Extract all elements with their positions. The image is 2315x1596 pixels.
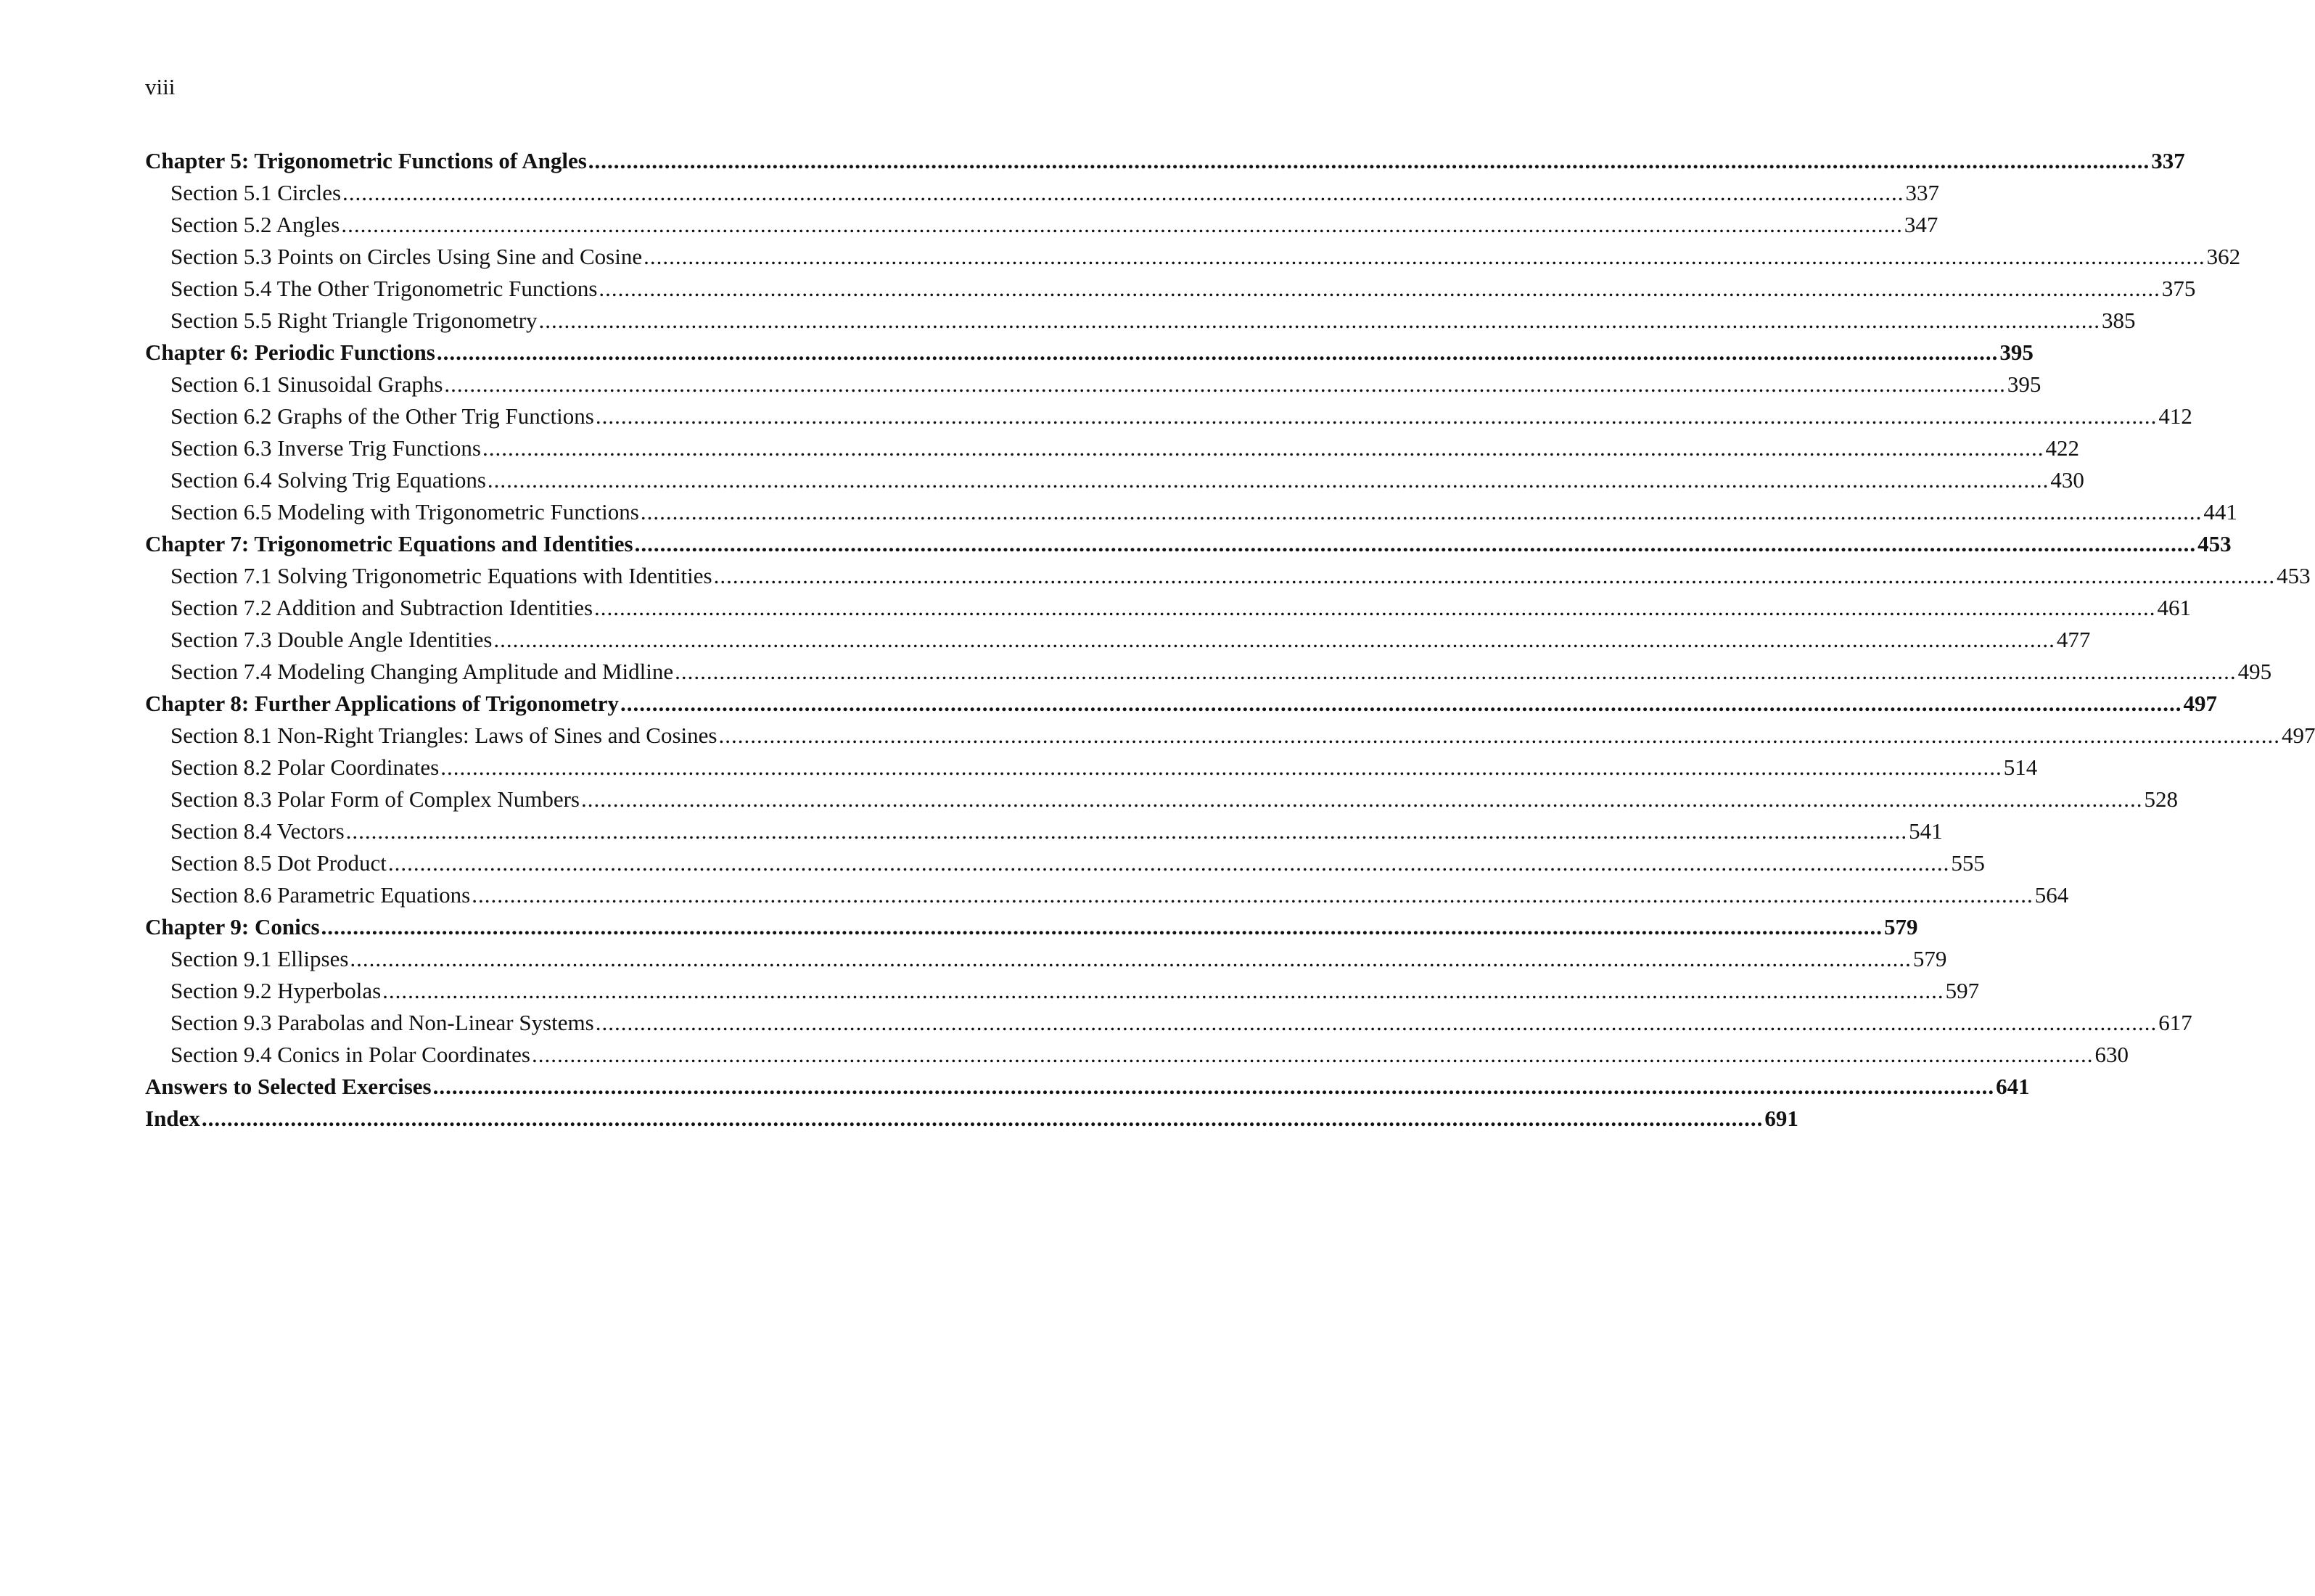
toc-entry-page: 528 xyxy=(2144,786,2178,812)
toc-entry-section-5-2[interactable] xyxy=(145,209,1938,241)
toc-entry-page: 541 xyxy=(1909,818,1943,844)
toc-entry-section-5-1[interactable] xyxy=(145,177,1940,209)
toc-dot-leader: ...................................................................................................................................................................................................................................................... xyxy=(643,244,2205,269)
toc-entry-title: Chapter 6: Periodic Functions xyxy=(145,340,435,365)
toc-entry-page: 597 xyxy=(1945,978,1980,1003)
toc-dot-leader: ...................................................................................................................................................................................................................................................... xyxy=(201,1106,1764,1131)
toc-entry-section-5-3[interactable] xyxy=(145,241,2241,273)
toc-entry-title: Section 5.3 Points on Circles Using Sine and Cosine xyxy=(170,244,643,269)
toc-entry-title: Section 7.2 Addition and Subtraction Identities xyxy=(170,595,593,620)
toc-entry-section-6-1[interactable] xyxy=(145,369,2041,400)
toc-dot-leader: ...................................................................................................................................................................................................................................................... xyxy=(342,180,1904,205)
toc-entry-title: Chapter 8: Further Applications of Trigonometry xyxy=(145,691,619,716)
toc-dot-leader: ...................................................................................................................................................................................................................................................... xyxy=(444,371,2006,397)
toc-entry-title: Section 5.1 Circles xyxy=(170,180,342,205)
toc-entry-title: Section 7.3 Double Angle Identities xyxy=(170,627,493,652)
toc-entry-title: Chapter 5: Trigonometric Functions of Angles xyxy=(145,148,587,173)
toc-dot-leader: ...................................................................................................................................................................................................................................................... xyxy=(382,978,1944,1003)
toc-entry-page: 514 xyxy=(2003,754,2038,780)
toc-entry-page: 555 xyxy=(1951,850,1985,876)
toc-entry-title: Index xyxy=(145,1106,200,1131)
toc-entry-section-6-4[interactable] xyxy=(145,464,2084,496)
toc-entry-title: Section 6.2 Graphs of the Other Trig Functions xyxy=(170,403,594,429)
toc-dot-leader: ...................................................................................................................................................................................................................................................... xyxy=(321,914,1883,939)
toc-entry-section-5-5[interactable] xyxy=(145,305,2136,337)
toc-entry-section-9-3[interactable] xyxy=(145,1007,2192,1039)
toc-dot-leader: ...................................................................................................................................................................................................................................................... xyxy=(718,723,2280,748)
toc-entry-title: Answers to Selected Exercises xyxy=(145,1074,432,1099)
toc-entry-answers[interactable] xyxy=(145,1071,2030,1103)
toc-entry-section-9-2[interactable] xyxy=(145,975,1980,1007)
page-number: viii xyxy=(145,74,176,99)
toc-entry-title: Section 8.6 Parametric Equations xyxy=(170,882,471,908)
toc-entry-chapter-8[interactable] xyxy=(145,688,2217,720)
toc-entry-title: Section 5.4 The Other Trigonometric Functions xyxy=(170,276,598,301)
toc-dot-leader: ...................................................................................................................................................................................................................................................... xyxy=(472,882,2034,908)
toc-entry-page: 617 xyxy=(2158,1010,2192,1035)
toc-entry-title: Section 7.1 Solving Trigonometric Equations with Identities xyxy=(170,563,712,588)
toc-entry-section-8-4[interactable] xyxy=(145,815,1943,847)
toc-entry-page: 477 xyxy=(2056,627,2091,652)
toc-entry-page: 395 xyxy=(1999,340,2034,365)
toc-dot-leader: ...................................................................................................................................................................................................................................................... xyxy=(436,340,1999,365)
toc-entry-section-6-5[interactable] xyxy=(145,496,2237,528)
table-of-contents xyxy=(145,145,2315,1135)
toc-entry-section-5-4[interactable] xyxy=(145,273,2196,305)
toc-entry-title: Section 8.1 Non-Right Triangles: Laws of Sines and Cosines xyxy=(170,723,717,748)
toc-entry-page: 430 xyxy=(2050,467,2084,493)
toc-entry-chapter-7[interactable] xyxy=(145,528,2232,560)
toc-entry-page: 412 xyxy=(2158,403,2192,429)
toc-entry-section-9-1[interactable] xyxy=(145,943,1947,975)
toc-dot-leader: ...................................................................................................................................................................................................................................................... xyxy=(595,403,2158,429)
toc-entry-page: 497 xyxy=(2281,723,2315,748)
toc-entry-title: Section 5.5 Right Triangle Trigonometry xyxy=(170,308,538,333)
toc-entry-page: 564 xyxy=(2034,882,2069,908)
toc-entry-page: 422 xyxy=(2045,435,2079,461)
toc-entry-title: Chapter 7: Trigonometric Equations and Identities xyxy=(145,531,633,556)
toc-entry-title: Section 9.1 Ellipses xyxy=(170,946,349,971)
toc-entry-page: 441 xyxy=(2203,499,2237,525)
toc-entry-title: Section 6.3 Inverse Trig Functions xyxy=(170,435,481,461)
toc-entry-section-8-3[interactable] xyxy=(145,783,2178,815)
toc-dot-leader: ...................................................................................................................................................................................................................................................... xyxy=(580,786,2143,812)
toc-entry-page: 641 xyxy=(1996,1074,2030,1099)
toc-entry-page: 579 xyxy=(1884,914,1918,939)
toc-dot-leader: ...................................................................................................................................................................................................................................................... xyxy=(493,627,2055,652)
toc-entry-section-6-3[interactable] xyxy=(145,432,2079,464)
toc-dot-leader: ...................................................................................................................................................................................................................................................... xyxy=(675,659,2237,684)
toc-dot-leader: ...................................................................................................................................................................................................................................................... xyxy=(345,818,1908,844)
toc-dot-leader: ...................................................................................................................................................................................................................................................... xyxy=(595,1010,2158,1035)
toc-entry-title: Section 6.1 Sinusoidal Graphs xyxy=(170,371,443,397)
toc-entry-section-7-2[interactable] xyxy=(145,592,2192,624)
toc-entry-page: 630 xyxy=(2094,1042,2129,1067)
toc-entry-section-8-2[interactable] xyxy=(145,752,2038,783)
toc-dot-leader: ...................................................................................................................................................................................................................................................... xyxy=(350,946,1912,971)
toc-entry-section-8-5[interactable] xyxy=(145,847,1985,879)
toc-entry-page: 453 xyxy=(2197,531,2232,556)
toc-dot-leader: ...................................................................................................................................................................................................................................................... xyxy=(387,850,1950,876)
toc-entry-page: 691 xyxy=(1764,1106,1798,1131)
toc-entry-chapter-9[interactable] xyxy=(145,911,1918,943)
toc-entry-page: 347 xyxy=(1904,212,1938,237)
toc-dot-leader: ...................................................................................................................................................................................................................................................... xyxy=(594,595,2156,620)
toc-dot-leader: ...................................................................................................................................................................................................................................................... xyxy=(482,435,2044,461)
toc-entry-page: 362 xyxy=(2206,244,2241,269)
toc-dot-leader: ...................................................................................................................................................................................................................................................... xyxy=(640,499,2203,525)
toc-dot-leader: ...................................................................................................................................................................................................................................................... xyxy=(440,754,2002,780)
toc-dot-leader: ...................................................................................................................................................................................................................................................... xyxy=(531,1042,2094,1067)
toc-entry-title: Section 8.5 Dot Product xyxy=(170,850,387,876)
toc-entry-page: 579 xyxy=(1912,946,1947,971)
toc-entry-title: Section 9.2 Hyperbolas xyxy=(170,978,382,1003)
toc-entry-chapter-5[interactable] xyxy=(145,145,2185,177)
toc-entry-index[interactable] xyxy=(145,1103,1798,1135)
toc-entry-page: 461 xyxy=(2157,595,2192,620)
toc-entry-title: Section 6.4 Solving Trig Equations xyxy=(170,467,486,493)
toc-entry-title: Section 8.4 Vectors xyxy=(170,818,345,844)
toc-entry-section-9-4[interactable] xyxy=(145,1039,2129,1071)
toc-entry-title: Section 7.4 Modeling Changing Amplitude and Midline xyxy=(170,659,674,684)
toc-entry-page: 395 xyxy=(2007,371,2041,397)
toc-dot-leader: ...................................................................................................................................................................................................................................................... xyxy=(634,531,2197,556)
toc-entry-page: 337 xyxy=(2151,148,2185,173)
toc-entry-title: Section 6.5 Modeling with Trigonometric Functions xyxy=(170,499,639,525)
toc-entry-page: 495 xyxy=(2237,659,2272,684)
toc-entry-section-7-1[interactable] xyxy=(145,560,2311,592)
toc-entry-title: Section 9.4 Conics in Polar Coordinates xyxy=(170,1042,530,1067)
toc-entry-section-8-1[interactable] xyxy=(145,720,2315,752)
toc-entry-chapter-6[interactable] xyxy=(145,337,2034,369)
toc-entry-page: 337 xyxy=(1905,180,1940,205)
toc-entry-title: Section 9.3 Parabolas and Non-Linear Systems xyxy=(170,1010,594,1035)
toc-dot-leader: ...................................................................................................................................................................................................................................................... xyxy=(599,276,2160,301)
toc-entry-page: 385 xyxy=(2102,308,2136,333)
toc-dot-leader: ...................................................................................................................................................................................................................................................... xyxy=(620,691,2182,716)
toc-dot-leader: ...................................................................................................................................................................................................................................................... xyxy=(432,1074,1995,1099)
toc-dot-leader: ...................................................................................................................................................................................................................................................... xyxy=(588,148,2150,173)
toc-entry-section-7-4[interactable] xyxy=(145,656,2272,688)
toc-entry-section-7-3[interactable] xyxy=(145,624,2091,656)
toc-entry-title: Section 8.3 Polar Form of Complex Numbers xyxy=(170,786,580,812)
toc-dot-leader: ...................................................................................................................................................................................................................................................... xyxy=(538,308,2101,333)
toc-entry-page: 497 xyxy=(2183,691,2217,716)
toc-entry-section-6-2[interactable] xyxy=(145,400,2192,432)
toc-dot-leader: ...................................................................................................................................................................................................................................................... xyxy=(341,212,1903,237)
toc-entry-title: Section 8.2 Polar Coordinates xyxy=(170,754,440,780)
toc-entry-section-8-6[interactable] xyxy=(145,879,2069,911)
toc-entry-title: Chapter 9: Conics xyxy=(145,914,320,939)
toc-dot-leader: ...................................................................................................................................................................................................................................................... xyxy=(487,467,2049,493)
toc-entry-page: 375 xyxy=(2161,276,2196,301)
toc-dot-leader: ...................................................................................................................................................................................................................................................... xyxy=(713,563,2276,588)
toc-entry-title: Section 5.2 Angles xyxy=(170,212,340,237)
toc-entry-page: 453 xyxy=(2277,563,2311,588)
